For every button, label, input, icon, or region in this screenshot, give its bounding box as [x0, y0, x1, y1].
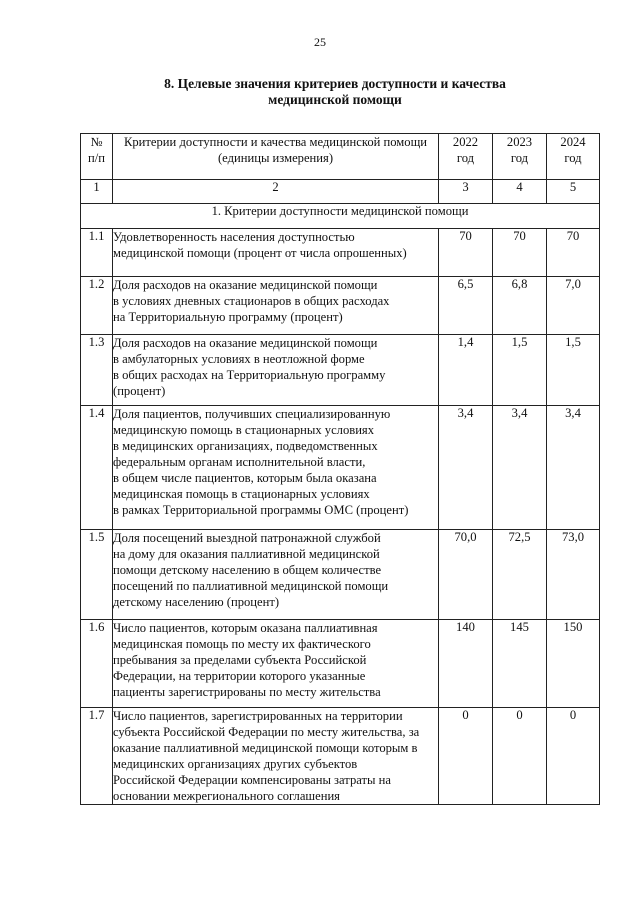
- criterion-line: Федерации, на территории которого указанные: [113, 669, 366, 683]
- value-2023: 6,8: [493, 277, 547, 335]
- group-header-row: [81, 204, 600, 229]
- header-year-line: 2022: [452, 135, 479, 149]
- value-2024: 3,4: [547, 406, 600, 530]
- table-row: [81, 708, 600, 805]
- value-2022: 1,4: [439, 335, 493, 406]
- criterion-line: посещений по паллиативной медицинской помощи: [113, 579, 389, 593]
- value-2023: 70: [493, 229, 547, 277]
- value-2024: 1,5: [547, 335, 600, 406]
- table-header-row: [81, 134, 600, 180]
- header-year-line: 2023: [506, 135, 533, 149]
- value-2023: 3,4: [493, 406, 547, 530]
- value-2022: 70,0: [439, 530, 493, 620]
- criterion-line: на Территориальную программу (процент): [113, 310, 343, 324]
- section-title-line: 8. Целевые значения критериев доступности и качества: [164, 76, 506, 91]
- criterion-text: [113, 620, 439, 708]
- header-num: [81, 134, 113, 180]
- criterion-line: медицинскую помощь в стационарных условиях: [113, 423, 375, 437]
- value-2022: 0: [439, 708, 493, 805]
- row-number: 1.6: [81, 620, 113, 708]
- criterion-line: Доля пациентов, получивших специализированную: [113, 407, 391, 421]
- header-year-2024: [547, 134, 600, 180]
- table-row: [81, 620, 600, 708]
- criterion-line: в медицинских организациях, подведомственных: [113, 439, 378, 453]
- section-title-line: медицинской помощи: [268, 92, 402, 107]
- header-year-2023: [493, 134, 547, 180]
- value-2022: 70: [439, 229, 493, 277]
- criterion-line: на дому для оказания паллиативной медицинской: [113, 547, 380, 561]
- header-year-line: год: [564, 151, 582, 165]
- table-row: [81, 229, 600, 277]
- criterion-line: Число пациентов, которым оказана паллиативная: [113, 621, 378, 635]
- header-criteria: [113, 134, 439, 180]
- value-2024: 7,0: [547, 277, 600, 335]
- table-row: [81, 406, 600, 530]
- criterion-text: [113, 708, 439, 805]
- row-number: 1.5: [81, 530, 113, 620]
- column-index: 2: [113, 180, 439, 204]
- header-criteria-line: (единицы измерения): [217, 151, 334, 165]
- criterion-line: детскому населению (процент): [113, 595, 280, 609]
- criterion-line: оказание паллиативной медицинской помощи которым в: [113, 741, 418, 755]
- criterion-line: пребывания за пределами субъекта Российской: [113, 653, 367, 667]
- criterion-text: [113, 406, 439, 530]
- value-2022: 6,5: [439, 277, 493, 335]
- header-criteria-line: Критерии доступности и качества медицинской помощи: [123, 135, 428, 149]
- page-number: 25: [314, 35, 326, 49]
- criterion-line: медицинская помощь в стационарных условиях: [113, 487, 370, 501]
- column-index: 5: [547, 180, 600, 204]
- criterion-text: [113, 229, 439, 277]
- criterion-line: Число пациентов, зарегистрированных на территории: [113, 709, 403, 723]
- criterion-line: в рамках Территориальной программы ОМС (процент): [113, 503, 409, 517]
- criterion-line: Доля расходов на оказание медицинской помощи: [113, 278, 378, 292]
- value-2023: 145: [493, 620, 547, 708]
- criterion-line: в общем числе пациентов, которым была оказана: [113, 471, 377, 485]
- header-num-line: №: [90, 135, 103, 149]
- row-number: 1.7: [81, 708, 113, 805]
- value-2024: 150: [547, 620, 600, 708]
- column-index: 4: [493, 180, 547, 204]
- value-2022: 140: [439, 620, 493, 708]
- table-row: [81, 335, 600, 406]
- value-2024: 73,0: [547, 530, 600, 620]
- criterion-line: в условиях дневных стационаров в общих расходах: [113, 294, 390, 308]
- header-year-line: год: [510, 151, 529, 165]
- section-title: [120, 76, 550, 108]
- table-row: [81, 277, 600, 335]
- row-number: 1.2: [81, 277, 113, 335]
- criterion-text: [113, 277, 439, 335]
- criterion-line: (процент): [113, 384, 166, 398]
- criterion-line: в общих расходах на Территориальную программу: [113, 368, 386, 382]
- row-number: 1.3: [81, 335, 113, 406]
- criterion-line: Доля посещений выездной патронажной службой: [113, 531, 381, 545]
- table-row: [81, 530, 600, 620]
- criterion-line: медицинских организациях других субъектов: [113, 757, 358, 771]
- value-2022: 3,4: [439, 406, 493, 530]
- header-year-line: 2024: [560, 135, 586, 149]
- header-year-2022: [439, 134, 493, 180]
- header-year-line: год: [456, 151, 475, 165]
- criterion-text: [113, 530, 439, 620]
- group-title: 1. Критерии доступности медицинской помощи: [81, 204, 600, 229]
- criterion-line: пациенты зарегистрированы по месту жительства: [113, 685, 381, 699]
- criterion-line: федеральным органам исполнительной власти,: [113, 455, 366, 469]
- criterion-line: основании межрегионального соглашения: [113, 789, 340, 803]
- value-2023: 72,5: [493, 530, 547, 620]
- row-number: 1.1: [81, 229, 113, 277]
- value-2024: 0: [547, 708, 600, 805]
- criterion-line: медицинской помощи (процент от числа опрошенных): [113, 246, 407, 260]
- column-index-row: [81, 180, 600, 204]
- criterion-line: Удовлетворенность населения доступностью: [113, 230, 355, 244]
- criterion-line: медицинская помощь по месту их фактического: [113, 637, 371, 651]
- criterion-line: субъекта Российской Федерации по месту жительства, за: [113, 725, 420, 739]
- criterion-line: Доля расходов на оказание медицинской помощи: [113, 336, 378, 350]
- row-number: 1.4: [81, 406, 113, 530]
- value-2024: 70: [547, 229, 600, 277]
- column-index: 3: [439, 180, 493, 204]
- criterion-line: Российской Федерации компенсированы затраты на: [113, 773, 391, 787]
- value-2023: 1,5: [493, 335, 547, 406]
- header-num-line: п/п: [88, 151, 105, 165]
- criterion-text: [113, 335, 439, 406]
- criteria-table: [80, 133, 600, 805]
- column-index: 1: [81, 180, 113, 204]
- criterion-line: в амбулаторных условиях в неотложной форме: [113, 352, 365, 366]
- value-2023: 0: [493, 708, 547, 805]
- criterion-line: помощи детскому населению в общем количестве: [113, 563, 382, 577]
